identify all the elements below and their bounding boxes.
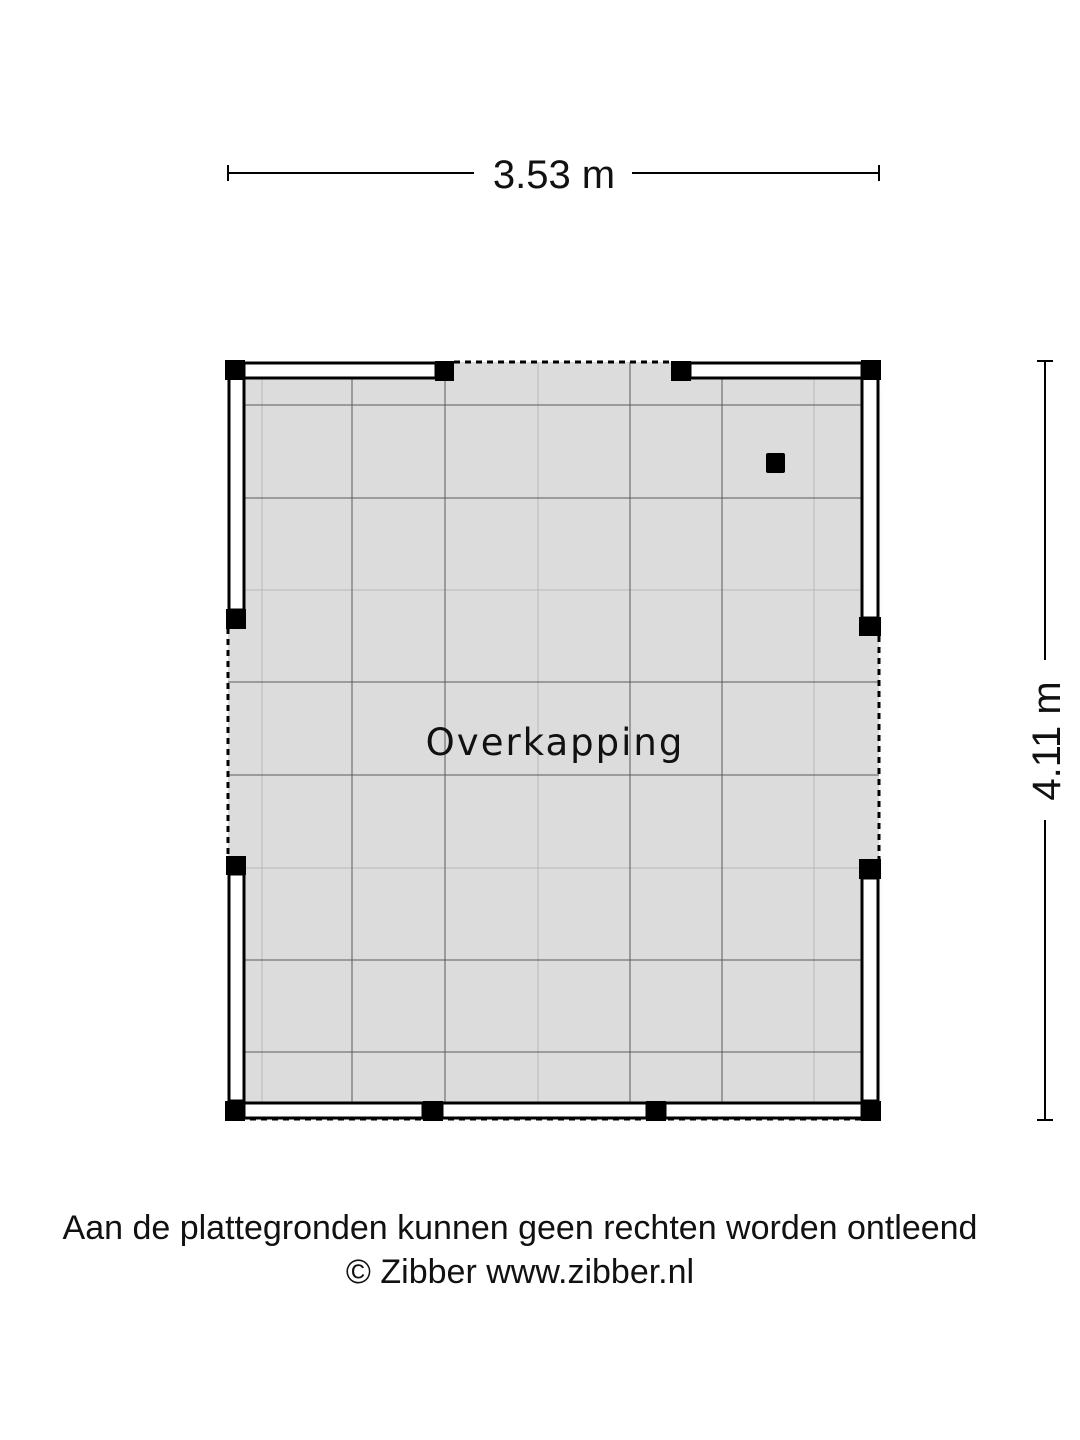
wall-left-upper (229, 378, 244, 610)
wall-bottom-right (665, 1103, 862, 1118)
width-dimension (228, 153, 879, 197)
height-dimension-label: 4.11 m (1025, 681, 1069, 801)
column (861, 1101, 881, 1121)
wall-right-lower (862, 878, 878, 1101)
column (225, 360, 245, 380)
column (861, 360, 881, 380)
wall-top-left (244, 363, 436, 378)
column (226, 856, 246, 875)
footer (0, 1206, 1040, 1294)
column (435, 361, 454, 381)
column (226, 609, 246, 629)
column (859, 617, 881, 636)
wall-right-upper (862, 378, 878, 618)
room-label: Overkapping (425, 721, 685, 764)
free-standing-post (766, 453, 785, 473)
column (671, 361, 691, 381)
column (859, 859, 881, 879)
copyright-text: © Zibber www.zibber.nl (345, 1253, 695, 1291)
height-dimension (1025, 361, 1069, 1120)
disclaimer-text: Aan de plattegronden kunnen geen rechten worden ontleend (62, 1209, 978, 1247)
width-dimension-label: 3.53 m (492, 153, 616, 197)
column (646, 1101, 666, 1121)
wall-bottom-middle (442, 1103, 647, 1118)
wall-left-lower (229, 874, 244, 1101)
wall-bottom-left (244, 1103, 423, 1118)
wall-top-right (690, 363, 862, 378)
column (423, 1101, 443, 1121)
column (225, 1101, 245, 1121)
